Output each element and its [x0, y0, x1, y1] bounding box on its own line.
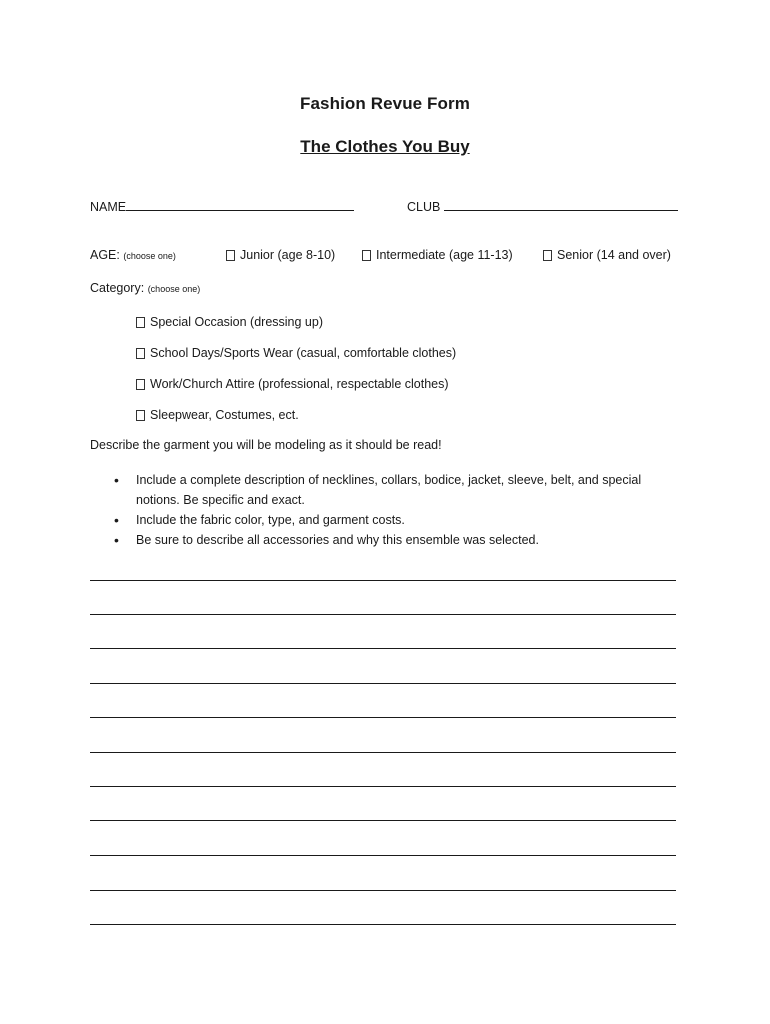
age-option-senior[interactable]: [543, 248, 671, 262]
club-input-line[interactable]: [444, 200, 678, 211]
age-option-label: Senior (14 and over): [557, 248, 671, 262]
checkbox-icon[interactable]: [136, 379, 145, 390]
category-hint: (choose one): [147, 284, 201, 294]
describe-prompt: Describe the garment you will be modeling as it should be read!: [90, 438, 442, 452]
age-hint: (choose one): [123, 251, 176, 261]
description-write-line[interactable]: [90, 924, 676, 925]
checkbox-icon[interactable]: [362, 250, 371, 261]
name-field-row: [90, 200, 354, 214]
category-option-school-days[interactable]: [136, 346, 456, 360]
age-option-intermediate[interactable]: [362, 248, 513, 262]
category-option-special-occasion[interactable]: [136, 315, 323, 329]
description-write-line[interactable]: [90, 752, 676, 753]
age-option-junior[interactable]: [226, 248, 335, 262]
category-label: Category:: [90, 281, 145, 295]
description-write-line[interactable]: [90, 820, 676, 821]
age-row: [90, 248, 176, 262]
club-label: CLUB: [407, 200, 441, 214]
description-write-line[interactable]: [90, 786, 676, 787]
category-option-work-church[interactable]: [136, 377, 449, 391]
checkbox-icon[interactable]: [136, 410, 145, 421]
category-option-label: Work/Church Attire (professional, respectable clothes): [150, 377, 449, 391]
description-write-line[interactable]: [90, 580, 676, 581]
form-subtitle: The Clothes You Buy: [300, 137, 470, 156]
name-input-line[interactable]: [126, 200, 354, 211]
instructions-list: [110, 470, 670, 550]
category-option-label: Special Occasion (dressing up): [150, 315, 323, 329]
description-write-line[interactable]: [90, 717, 676, 718]
category-row: [90, 281, 200, 295]
instruction-item: • Be sure to describe all accessories and why this ensemble was selected.: [110, 530, 670, 550]
checkbox-icon[interactable]: [226, 250, 235, 261]
age-option-label: Intermediate (age 11-13): [376, 248, 513, 262]
age-option-label: Junior (age 8-10): [240, 248, 336, 262]
age-label: AGE:: [90, 248, 120, 262]
name-label: NAME: [90, 200, 127, 214]
checkbox-icon[interactable]: [136, 348, 145, 359]
checkbox-icon[interactable]: [136, 317, 145, 328]
category-option-label: Sleepwear, Costumes, ect.: [150, 408, 299, 422]
checkbox-icon[interactable]: [543, 250, 552, 261]
instruction-item: • Include the fabric color, type, and garment costs.: [110, 510, 670, 530]
description-write-line[interactable]: [90, 855, 676, 856]
category-option-sleepwear[interactable]: [136, 408, 299, 422]
instruction-item: • Include a complete description of necklines, collars, bodice, jacket, sleeve, belt, and special notions. Be specific and exact.: [110, 470, 670, 510]
description-write-line[interactable]: [90, 648, 676, 649]
description-write-line[interactable]: [90, 683, 676, 684]
club-field-row: [407, 200, 678, 214]
description-write-line[interactable]: [90, 890, 676, 891]
form-title: Fashion Revue Form: [300, 94, 470, 113]
category-option-label: School Days/Sports Wear (casual, comfortable clothes): [150, 346, 457, 360]
description-write-line[interactable]: [90, 614, 676, 615]
